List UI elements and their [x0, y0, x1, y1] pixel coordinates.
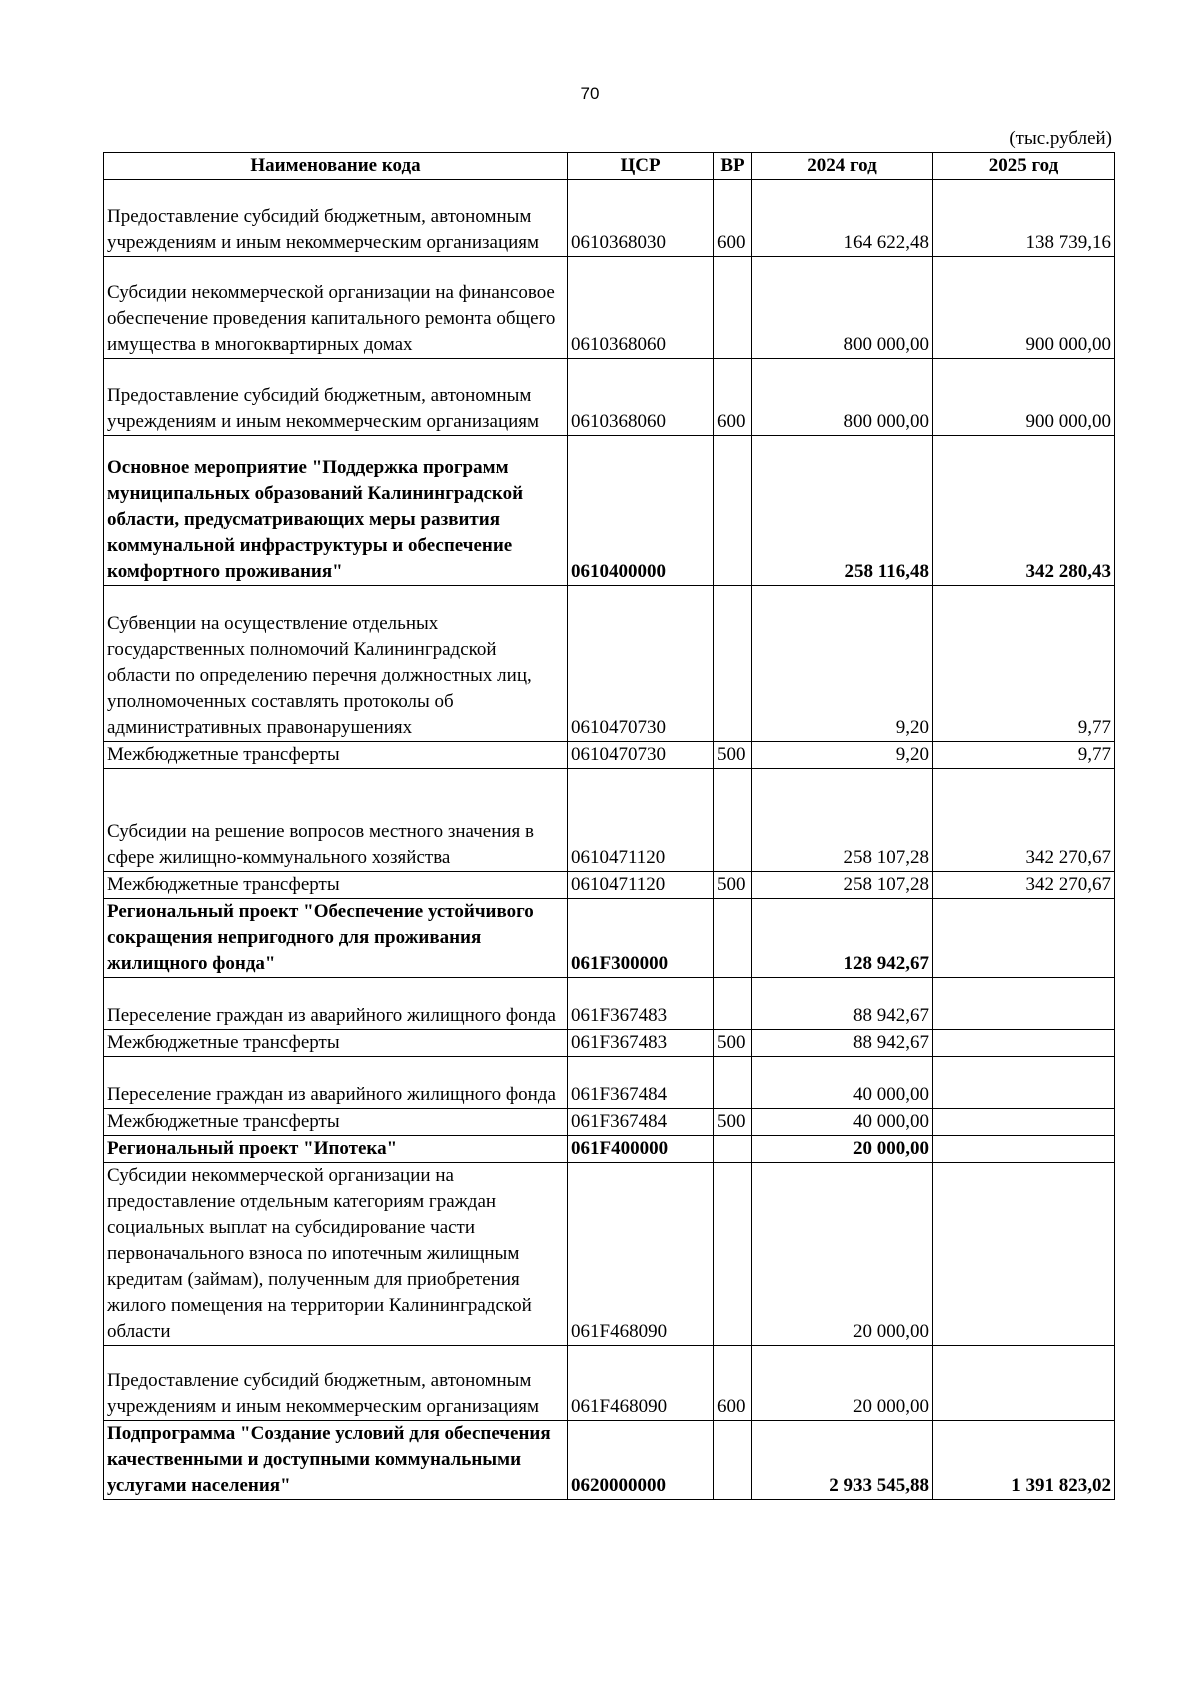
row-2024-cell: 258 107,28 [752, 769, 933, 872]
row-vr-cell [714, 586, 752, 742]
row-csr-cell: 0610471120 [568, 872, 714, 899]
row-2025-cell: 138 739,16 [933, 180, 1115, 257]
table-row [104, 180, 1115, 257]
row-2024-cell: 9,20 [752, 742, 933, 769]
row-vr-cell [714, 257, 752, 359]
row-vr-cell: 500 [714, 872, 752, 899]
row-2025-cell [933, 899, 1115, 978]
row-2025-cell [933, 1057, 1115, 1109]
row-csr-cell: 0610368030 [568, 180, 714, 257]
row-name-cell: Переселение граждан из аварийного жилищного фонда [104, 978, 568, 1030]
table-row [104, 586, 1115, 742]
row-2024-cell: 40 000,00 [752, 1109, 933, 1136]
row-2025-cell: 342 280,43 [933, 436, 1115, 586]
row-2024-cell: 88 942,67 [752, 978, 933, 1030]
row-2024-cell: 164 622,48 [752, 180, 933, 257]
table-row [104, 1136, 1115, 1163]
row-name-cell: Предоставление субсидий бюджетным, автономным учреждениям и иным некоммерческим организациям [104, 180, 568, 257]
row-2024-cell: 258 116,48 [752, 436, 933, 586]
row-2025-cell [933, 1346, 1115, 1421]
row-2024-cell: 20 000,00 [752, 1136, 933, 1163]
row-csr-cell: 061F468090 [568, 1163, 714, 1346]
table-row [104, 1057, 1115, 1109]
column-header-csr: ЦСР [568, 153, 714, 180]
row-name-cell: Предоставление субсидий бюджетным, автономным учреждениям и иным некоммерческим организациям [104, 1346, 568, 1421]
page-number: 70 [580, 84, 600, 103]
header-row [104, 153, 1115, 180]
row-2025-cell: 9,77 [933, 586, 1115, 742]
row-vr-cell: 600 [714, 180, 752, 257]
column-header-2025: 2025 год [933, 153, 1115, 180]
row-2024-cell: 2 933 545,88 [752, 1421, 933, 1500]
row-csr-cell: 0620000000 [568, 1421, 714, 1500]
row-2025-cell: 9,77 [933, 742, 1115, 769]
row-2024-cell: 128 942,67 [752, 899, 933, 978]
row-name-cell: Субсидии некоммерческой организации на финансовое обеспечение проведения капитального ремонта общего имущества в многоквартирных домах [104, 257, 568, 359]
row-2025-cell [933, 978, 1115, 1030]
row-2024-cell: 88 942,67 [752, 1030, 933, 1057]
table-row [104, 899, 1115, 978]
table-row [104, 1163, 1115, 1346]
row-vr-cell [714, 1136, 752, 1163]
table-row [104, 769, 1115, 872]
row-2024-cell: 9,20 [752, 586, 933, 742]
row-2025-cell [933, 1109, 1115, 1136]
row-2025-cell [933, 1163, 1115, 1346]
column-header-vr: ВР [714, 153, 752, 180]
row-2024-cell: 40 000,00 [752, 1057, 933, 1109]
row-csr-cell: 061F400000 [568, 1136, 714, 1163]
row-name-cell: Субсидии на решение вопросов местного значения в сфере жилищно-коммунального хозяйства [104, 769, 568, 872]
table-row [104, 436, 1115, 586]
row-2024-cell: 800 000,00 [752, 257, 933, 359]
table-row [104, 1030, 1115, 1057]
row-name-cell: Межбюджетные трансферты [104, 1030, 568, 1057]
row-csr-cell: 0610470730 [568, 742, 714, 769]
row-csr-cell: 061F367484 [568, 1057, 714, 1109]
row-name-cell: Межбюджетные трансферты [104, 742, 568, 769]
table-body [104, 180, 1115, 1500]
row-name-cell: Межбюджетные трансферты [104, 1109, 568, 1136]
row-vr-cell [714, 436, 752, 586]
row-2024-cell: 800 000,00 [752, 359, 933, 436]
row-name-cell: Межбюджетные трансферты [104, 872, 568, 899]
row-csr-cell: 061F367484 [568, 1109, 714, 1136]
row-2024-cell: 20 000,00 [752, 1346, 933, 1421]
row-2025-cell: 342 270,67 [933, 872, 1115, 899]
budget-table [103, 152, 1115, 1500]
row-2025-cell: 900 000,00 [933, 359, 1115, 436]
table-row [104, 872, 1115, 899]
units-label: (тыс.рублей) [1009, 128, 1112, 149]
row-csr-cell: 061F300000 [568, 899, 714, 978]
row-csr-cell: 061F367483 [568, 1030, 714, 1057]
row-2024-cell: 258 107,28 [752, 872, 933, 899]
column-header-2024: 2024 год [752, 153, 933, 180]
row-vr-cell: 500 [714, 742, 752, 769]
table-row [104, 1109, 1115, 1136]
row-name-cell: Основное мероприятие "Поддержка программ муниципальных образований Калининградской области, предусматривающих меры развития коммунальной инфраструктуры и обеспечение комфортного проживания" [104, 436, 568, 586]
row-name-cell: Субвенции на осуществление отдельных государственных полномочий Калининградской области по определению перечня должностных лиц, уполномоченных составлять протоколы об административных правонарушениях [104, 586, 568, 742]
row-vr-cell: 600 [714, 359, 752, 436]
row-vr-cell [714, 899, 752, 978]
row-name-cell: Подпрограмма "Создание условий для обеспечения качественными и доступными коммунальными услугами населения" [104, 1421, 568, 1500]
row-vr-cell [714, 1057, 752, 1109]
row-2025-cell: 1 391 823,02 [933, 1421, 1115, 1500]
row-csr-cell: 0610400000 [568, 436, 714, 586]
row-2025-cell: 900 000,00 [933, 257, 1115, 359]
table-row [104, 742, 1115, 769]
table-row [104, 1421, 1115, 1500]
row-vr-cell [714, 978, 752, 1030]
row-vr-cell [714, 769, 752, 872]
table-row [104, 1346, 1115, 1421]
row-name-cell: Предоставление субсидий бюджетным, автономным учреждениям и иным некоммерческим организациям [104, 359, 568, 436]
row-vr-cell: 600 [714, 1346, 752, 1421]
row-csr-cell: 061F468090 [568, 1346, 714, 1421]
table-row [104, 978, 1115, 1030]
row-vr-cell: 500 [714, 1030, 752, 1057]
row-name-cell: Переселение граждан из аварийного жилищного фонда [104, 1057, 568, 1109]
column-header-name: Наименование кода [104, 153, 568, 180]
row-name-cell: Субсидии некоммерческой организации на предоставление отдельным категориям граждан социальных выплат на субсидирование части первоначального взноса по ипотечным жилищным кредитам (займам), полученным для приобретения жилого помещения на территории Калининградской области [104, 1163, 568, 1346]
row-2025-cell [933, 1030, 1115, 1057]
table-row [104, 257, 1115, 359]
row-name-cell: Региональный проект "Обеспечение устойчивого сокращения непригодного для проживания жилищного фонда" [104, 899, 568, 978]
row-csr-cell: 0610471120 [568, 769, 714, 872]
row-2025-cell: 342 270,67 [933, 769, 1115, 872]
row-csr-cell: 0610368060 [568, 359, 714, 436]
row-csr-cell: 061F367483 [568, 978, 714, 1030]
row-vr-cell [714, 1163, 752, 1346]
row-2025-cell [933, 1136, 1115, 1163]
row-2024-cell: 20 000,00 [752, 1163, 933, 1346]
table-row [104, 359, 1115, 436]
row-vr-cell [714, 1421, 752, 1500]
row-vr-cell: 500 [714, 1109, 752, 1136]
row-csr-cell: 0610470730 [568, 586, 714, 742]
row-name-cell: Региональный проект "Ипотека" [104, 1136, 568, 1163]
row-csr-cell: 0610368060 [568, 257, 714, 359]
